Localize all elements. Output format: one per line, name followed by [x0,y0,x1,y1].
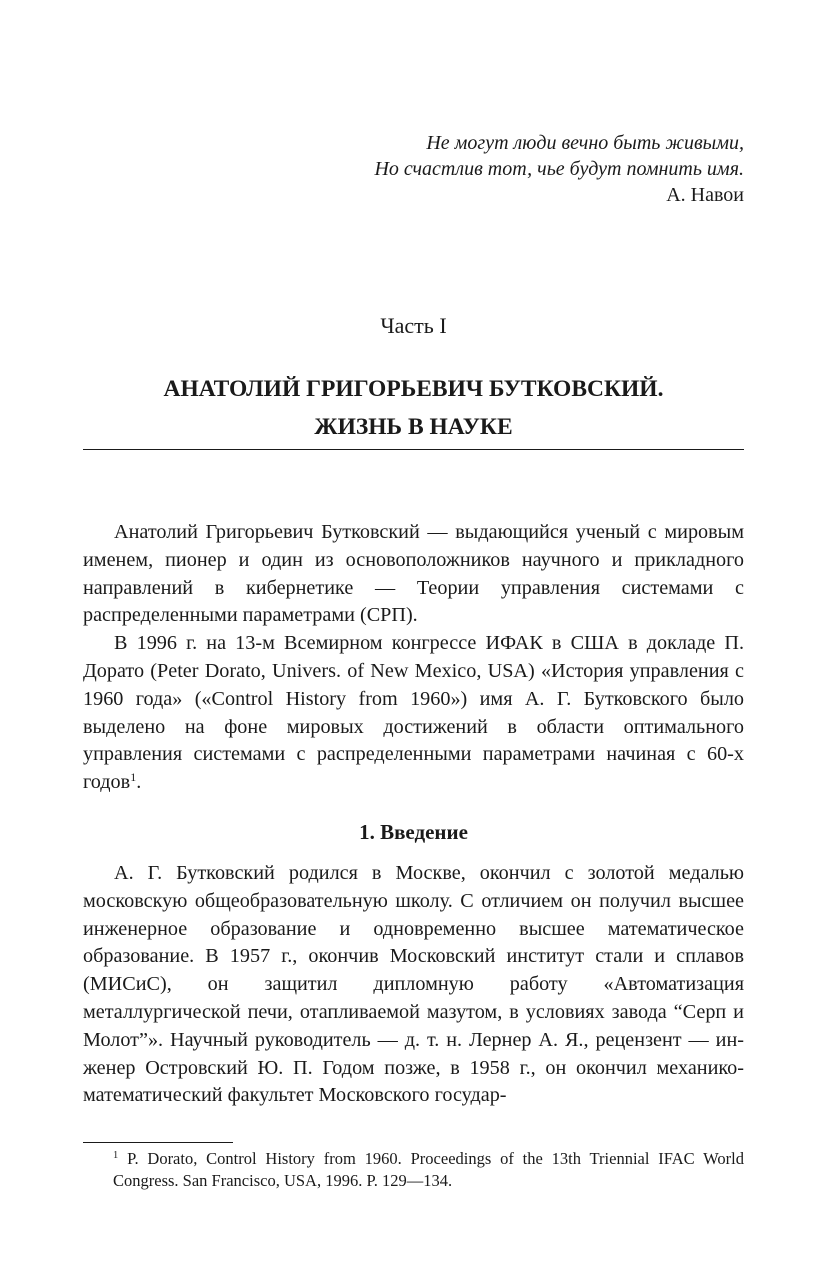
part-title-line-2: ЖИЗНЬ В НАУКЕ [314,414,513,440]
part-label: Часть I [380,313,447,338]
section-text [83,860,744,1110]
footnote-text: P. Dorato, Control History from 1960. Proceedings of the 13th Triennial IFAC World Congress. San Francisco, USA, 1996. P. 129—134. [113,1149,745,1190]
paragraph-text: В 1996 г. на 13-м Всемирном конгрессе ИФАК в США в докладе П. Дорато (Peter Dorato, Univers. of New Mexico, USA) «История управления с 1960 года» («Control History from 1960») имя А. Г. Бутковского было выделено на фоне мировых достижений в области оптимального управления системами с распределенными параметрами начиная с 60-х годов [83,632,744,794]
section-heading: 1. Введение [359,820,468,844]
footnote-body [83,1148,744,1192]
title-divider [83,449,744,450]
footnote-marker: 1 [113,1150,119,1161]
paragraph-with-footnote: В 1996 г. на 13-м Всемирном конгрессе ИФАК в США в докладе П. Дорато (Peter Dorato, Univers. of New Mexico, USA) «История управления с 1960 года» («Control History from 1960») имя А. Г. Бутковского было выделено на фоне мировых достижений в области оптимального управления системами с распределенными параметрами начиная с 60-х годов$^1$. [83,632,744,794]
paragraph: Анатолий Григорьевич Бутковский — выдающийся ученый с мировым именем, пионер и один из основоположников научного и прикладного направлений в кибернетике — Теории управления системами с распределенными параметрами (СРП). [83,521,744,627]
paragraph: А. Г. Бутковский родился в Москве, окончил с золотой медалью московскую общеобразовательную школу. С отличием он получил высшее инженерное образование и одновременно высшее математическое образование. В 1957 г., окончив Московский институт стали и сплавов (МИСиС), он защитил дипломную работу «Автоматизация металлургической печи, отапливаемой мазутом, в условиях завода “Серп и Молот”». Научный руководитель — д. т. н. Лернер А. Я., рецензент — инженер Островский Ю. П. Годом позже, в 1958 г., он окончил механико-математический факультет Московского государ- [83,862,744,1107]
footnote-divider [83,1142,233,1143]
part-title-line-1: АНАТОЛИЙ ГРИГОРЬЕВИЧ БУТКОВСКИЙ. [163,376,664,402]
intro-text [83,519,744,797]
footnote-reference[interactable]: 1 [130,770,137,785]
epigraph-line-2: Но счастлив тот, чье будут помнить имя. [374,158,744,180]
epigraph-author: А. Навои [666,184,744,206]
footnote [83,1148,744,1192]
epigraph-line-1: Не могут люди вечно быть живыми, [426,132,744,154]
epigraph [374,130,744,208]
part-title [83,370,744,446]
